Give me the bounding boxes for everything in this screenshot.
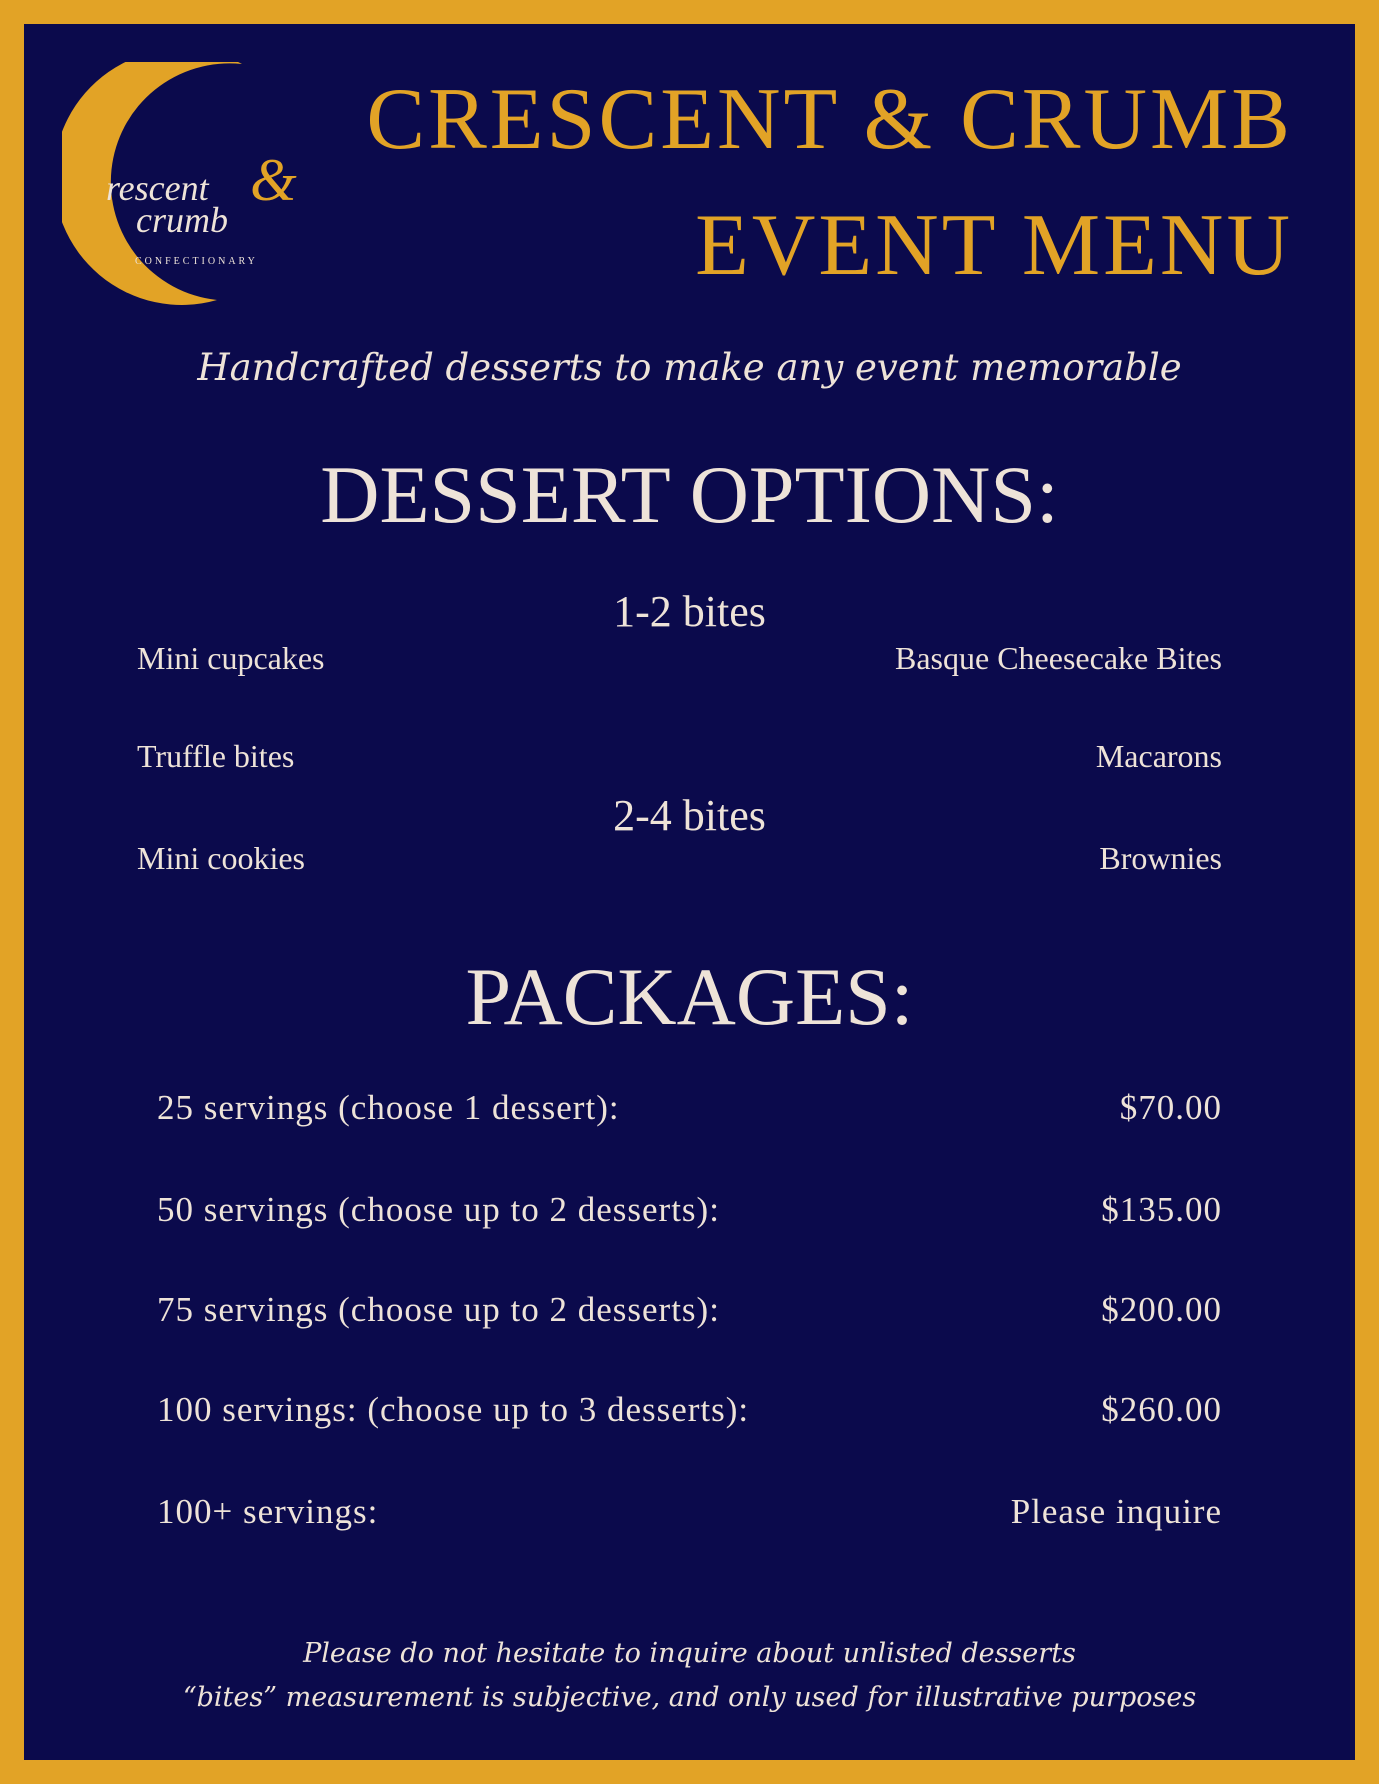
package-label: 50 servings (choose up to 2 desserts): bbox=[157, 1190, 720, 1229]
packages-heading: PACKAGES: bbox=[465, 951, 914, 1042]
package-price: $70.00 bbox=[1119, 1088, 1222, 1127]
package-label: 100+ servings: bbox=[157, 1492, 379, 1531]
package-price: $135.00 bbox=[1101, 1190, 1222, 1229]
tagline: Handcrafted desserts to make any event memorable bbox=[197, 346, 1182, 389]
package-label: 100 servings: (choose up to 3 desserts): bbox=[157, 1390, 750, 1429]
package-label: 25 servings (choose 1 dessert): bbox=[157, 1088, 620, 1127]
dessert-item: Mini cupcakes bbox=[137, 640, 325, 676]
dessert-item: Brownies bbox=[1099, 840, 1222, 876]
footer-note-2: “bites” measurement is subjective, and only used for illustrative purposes bbox=[182, 1682, 1197, 1713]
dessert-item: Basque Cheesecake Bites bbox=[895, 640, 1222, 676]
package-price: $200.00 bbox=[1101, 1290, 1222, 1329]
logo-word-rescent: rescent bbox=[106, 168, 209, 208]
package-label: 75 servings (choose up to 2 desserts): bbox=[157, 1290, 720, 1329]
brand-logo bbox=[62, 62, 322, 322]
dessert-item: Mini cookies bbox=[137, 840, 305, 876]
title-line-1: CRESCENT & CRUMB bbox=[366, 71, 1293, 168]
package-price: $260.00 bbox=[1101, 1390, 1222, 1429]
bites-label-1-2: 1-2 bites bbox=[613, 587, 766, 636]
bites-label-2-4: 2-4 bites bbox=[613, 791, 766, 840]
menu-page bbox=[24, 24, 1355, 1760]
logo-word-crumb: crumb bbox=[136, 200, 228, 240]
footer-note-1: Please do not hesitate to inquire about unlisted desserts bbox=[303, 1638, 1076, 1669]
package-price: Please inquire bbox=[1010, 1492, 1222, 1531]
logo-subtitle: CONFECTIONARY bbox=[135, 256, 258, 267]
dessert-item: Truffle bites bbox=[137, 738, 295, 774]
title-line-2: EVENT MENU bbox=[695, 197, 1293, 294]
dessert-item: Macarons bbox=[1095, 738, 1222, 774]
dessert-options-heading: DESSERT OPTIONS: bbox=[320, 449, 1059, 540]
logo-ampersand: & bbox=[250, 147, 297, 213]
